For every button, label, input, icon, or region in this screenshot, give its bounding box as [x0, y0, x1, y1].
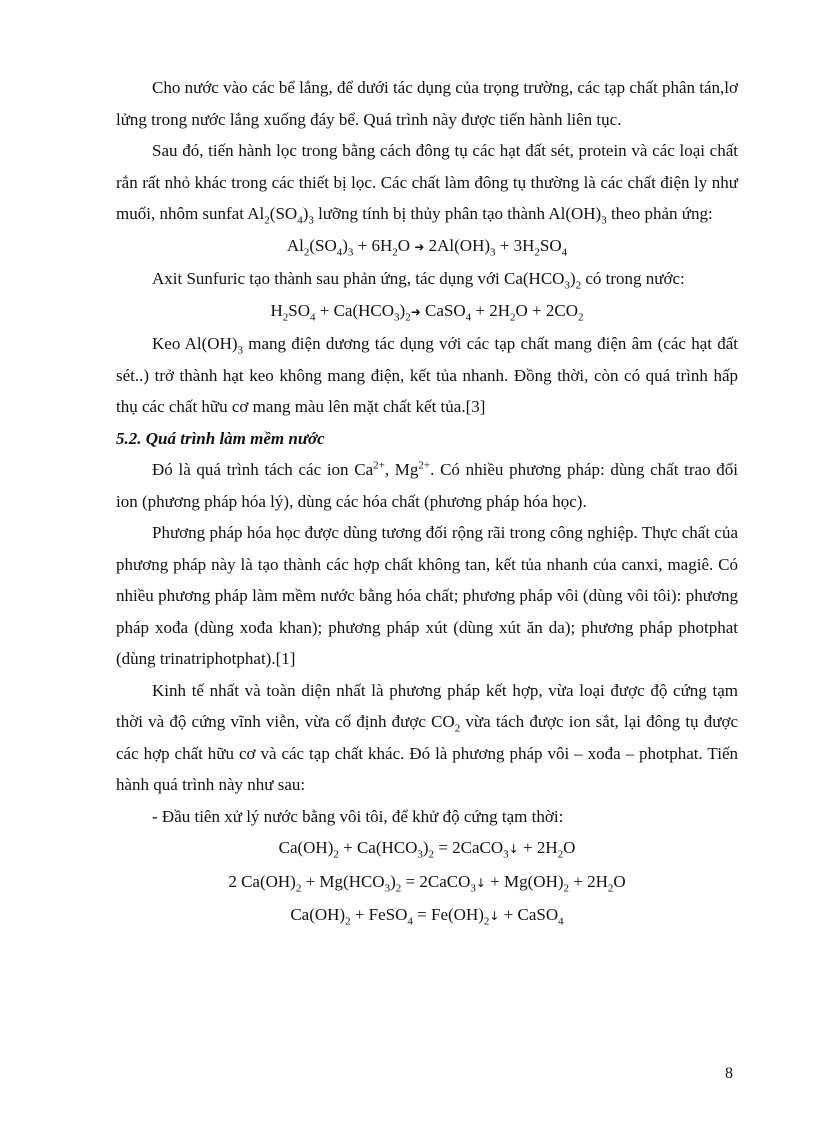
precipitate-arrow-icon: ↓	[475, 875, 486, 890]
paragraph-softening-intro	[116, 454, 738, 517]
subscript: 3	[237, 344, 244, 357]
equation-4: 2 $Ca(OH)_2 + Mg(HCO_3)_2$ = 2CaCO$_3$↓ + $Mg(OH)_2 + 2H_2O$	[228, 871, 626, 894]
paragraph-first-step	[116, 801, 738, 833]
text: theo phản ứng:	[606, 204, 713, 223]
superscript: 2+	[373, 459, 385, 472]
subscript: 2	[575, 279, 582, 292]
text: (SO	[269, 204, 298, 223]
equation-1: $Al_2(SO_4)_3 + 6H_2O$ ➜ $2Al(OH)_3 + 3H_2SO_4$	[286, 235, 568, 258]
paragraph-colloid	[116, 328, 738, 423]
text: Phương pháp hóa học được dùng tương đối rộng rãi trong công nghiệp. Thực chất của phương pháp này là tạo thành các hợp chất không tan, kết tủa nhanh của canxi, magiê. Có nhiều phương pháp làm mềm nước bằng hóa chất; phương pháp vôi (dùng vôi tôi): phương pháp xođa (dùng xođa khan); phương pháp xút (dùng xút ăn da); phương pháp photphat (dùng trinatriphotphat).[1]	[116, 523, 738, 668]
text: có trong nước:	[581, 269, 685, 288]
text: Axit Sunfuric tạo thành sau phản ứng, tác dụng với Ca(HCO	[152, 269, 565, 288]
text: , Mg	[384, 460, 419, 479]
paragraph-chemical-method	[116, 517, 738, 675]
subscript: 3	[308, 214, 314, 227]
text: mang điện dương tác dụng với các tạp chất mang điện âm (các hạt đất sét..) trở thành hạt keo không mang điện, kết tủa nhanh. Đồng thời, còn có quá trình hấp thụ các chất hữu cơ mang màu lên mặt chất kết tủa.[3]	[116, 334, 738, 416]
subscript: 3	[601, 214, 607, 227]
text: )	[569, 269, 576, 288]
subscript: 2	[264, 214, 270, 227]
superscript: 2+	[418, 459, 431, 472]
paragraph-combined-method	[116, 675, 738, 801]
text: Đó là quá trình tách các ion Ca	[152, 460, 374, 479]
text: vừa tách được ion sắt, lại đông tụ được các hợp chất hữu cơ và các tạp chất khác. Đó là phương pháp vôi – xođa – photphat. Tiến hành quá trình này như sau:	[116, 712, 738, 794]
subscript: 3	[564, 279, 570, 292]
paragraph-sulfuric	[116, 263, 738, 295]
text: lưỡng tính bị thủy phân tạo thành Al(OH)	[313, 204, 602, 223]
text: Keo Al(OH)	[152, 334, 238, 353]
precipitate-arrow-icon: ↓	[489, 909, 500, 923]
subscript: 2	[454, 722, 461, 735]
text: Cho nước vào các bể lắng, để dưới tác dụng của trọng trường, các tạp chất phân tán,lơ lửng trong nước lắng xuống đáy bể. Quá trình này được tiến hành liên tục.	[116, 78, 738, 129]
section-heading: 5.2. Quá trình làm mềm nước	[116, 428, 325, 448]
subscript: 4	[297, 214, 303, 227]
paragraph-filtering	[116, 135, 738, 230]
text: Kinh tế nhất và toàn diện nhất là phương pháp kết hợp, vừa loại được độ cứng tạm thời và độ cứng vĩnh viễn, vừa cố định được CO	[116, 680, 738, 731]
text: )	[302, 204, 309, 223]
text: Sau đó, tiến hành lọc trong bằng cách đông tụ các hạt đất sét, protein và các loại chất rắn rất nhỏ khác trong các thiết bị lọc. Các chất làm đông tụ thường là các chất điện ly như muối, nhôm sunfat Al	[116, 141, 738, 223]
equation-3: $Ca(OH)_2 + Ca(HCO_3)_2$ = 2CaCO$_3$↓ + $2H_2O$	[278, 838, 576, 861]
arrow-icon: ➜	[414, 239, 425, 254]
page-number: 8	[725, 1065, 733, 1082]
precipitate-arrow-icon: ↓	[508, 842, 519, 856]
text: - Đầu tiên xử lý nước bằng vôi tôi, để khử độ cứng tạm thời:	[152, 806, 564, 826]
text: . Có nhiều phương pháp: dùng chất trao đổi ion (phương pháp hóa lý), dùng các hóa chất (phương pháp hóa học).	[116, 460, 738, 511]
equation-5: $Ca(OH)_2$ + FeSO$_4$ = $Fe(OH)_2↓$ + CaSO$_4$	[290, 905, 564, 928]
paragraph-settling	[116, 72, 738, 135]
equation-2: $H_2SO_4$ + $Ca(HCO_3)_2➜$ CaSO$_4$ + $2H_2O + 2CO_2$	[270, 300, 584, 323]
arrow-icon: ➜	[410, 304, 421, 319]
page-content	[116, 72, 738, 933]
